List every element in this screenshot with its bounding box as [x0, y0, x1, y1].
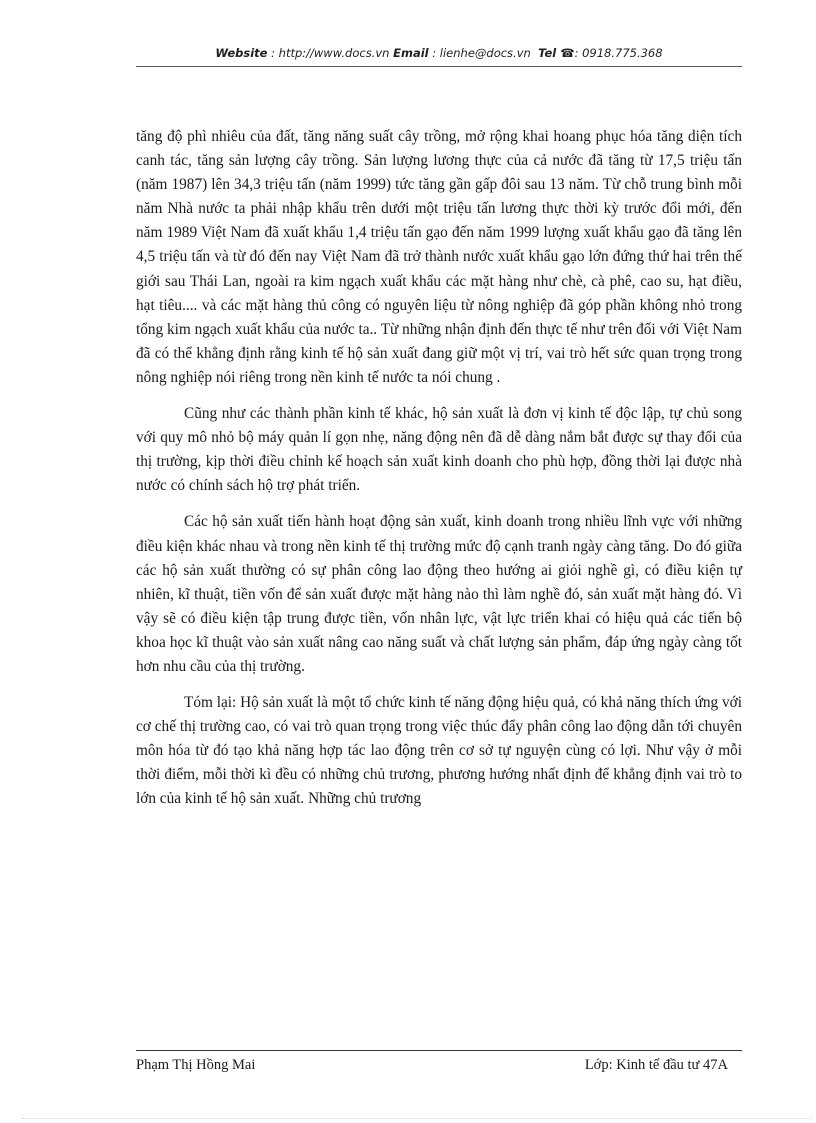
header-divider	[136, 66, 742, 67]
footer-author: Phạm Thị Hồng Mai	[136, 1057, 256, 1073]
website-separator: :	[267, 46, 279, 60]
email-separator: :	[428, 46, 440, 60]
paragraph-3: Các hộ sản xuất tiến hành hoạt động sản xuất, kinh doanh trong nhiều lĩnh vực với những điều kiện khác nhau và trong nền kinh tế thị trường mức độ cạnh tranh ngày càng tăng. Do đó giữa các hộ sản xuất thường có sự phân công lao động theo hướng ai giỏi nghề gì, có điều kiện tự nhiên, kĩ thuật, tiền vốn để sản xuất được mặt hàng nào thì làm nghề đó, sản xuất mặt hàng đó. Vì vậy sẽ có điều kiện tập trung được tiền, vốn nhân lực, vật lực triển khai có hiệu quả các tiến bộ khoa học kĩ thuật vào sản xuất nâng cao năng suất và chất lượng sản phẩm, đáp ứng ngày càng tốt hơn nhu cầu của thị trường.	[136, 513, 742, 675]
paragraph-1: tăng độ phì nhiêu của đất, tăng năng suất cây trồng, mở rộng khai hoang phục hóa tăng diện tích canh tác, tăng sản lượng cây trồng. Sản lượng lương thực của cả nước đã tăng từ 17,5 triệu tấn (năm 1987) lên 34,3 triệu tấn (năm 1999) tức tăng gần gấp đôi sau 13 năm. Từ chỗ trung bình mỗi năm Nhà nước ta phải nhập khẩu trên dưới một triệu tấn lương thực thời kỳ trước đổi mới, đến năm 1989 Việt Nam đã xuất khẩu 1,4 triệu tấn gạo đến năm 1999 lượng xuất khẩu gạo đã tăng lên 4,5 triệu tấn và từ đó đến nay Việt Nam đã trở thành nước xuất khẩu gạo lớn đứng thứ hai trên thế giới sau Thái Lan, ngoài ra kim ngạch xuất khẩu các mặt hàng như chè, cà phê, cao su, hạt điều, hạt tiêu.... và các mặt hàng thủ công có nguyên liệu từ nông nghiệp đã góp phần không nhỏ trong tổng kim ngạch xuất khẩu của nước ta.. Từ những nhận định đến thực tế như trên đối với Việt Nam đã có thể khẳng định rằng kinh tế hộ sản xuất đang giữ một vị trí, vai trò hết sức quan trọng trong nông nghiệp nói riêng trong nền kinh tế nước ta nói chung .	[136, 128, 742, 386]
website-url[interactable]: http://www.docs.vn	[278, 46, 390, 60]
phone-icon: ☎	[556, 46, 575, 60]
tel-label: Tel	[538, 46, 557, 60]
tel-number: : 0918.775.368	[574, 46, 663, 60]
document-body	[136, 125, 742, 812]
email-address[interactable]: lienhe@docs.vn	[439, 46, 531, 60]
website-label: Website	[215, 46, 268, 60]
page-header	[136, 46, 742, 66]
email-label: Email	[393, 46, 429, 60]
page-bottom-edge	[22, 1118, 812, 1119]
footer-class: Lớp: Kinh tế đầu tư 47A	[584, 1057, 728, 1073]
paragraph-2: Cũng như các thành phần kinh tế khác, hộ sản xuất là đơn vị kinh tế độc lập, tự chủ song với quy mô nhỏ bộ máy quản lí gọn nhẹ, năng động nên đã dễ dàng nắm bắt được sự thay đổi của thị trường, kịp thời điều chỉnh kế hoạch sản xuất kinh doanh cho phù hợp, đồng thời lại được nhà nước có chính sách hộ trợ phát triển.	[136, 405, 742, 495]
footer-divider	[136, 1050, 742, 1051]
paragraph-4: Tóm lại: Hộ sản xuất là một tổ chức kinh tế năng động hiệu quả, có khả năng thích ứng với cơ chế thị trường cao, có vai trò quan trọng trong việc thúc đẩy phân công lao động dẫn tới chuyên môn hóa từ đó tạo khả năng hợp tác lao động trên cơ sở tự nguyện cùng có lợi. Như vậy ở mỗi thời điểm, mỗi thời kì đều có những chủ trương, phương hướng nhất định để khẳng định vai trò to lớn của kinh tế hộ sản xuất. Những chủ trương	[136, 694, 742, 808]
